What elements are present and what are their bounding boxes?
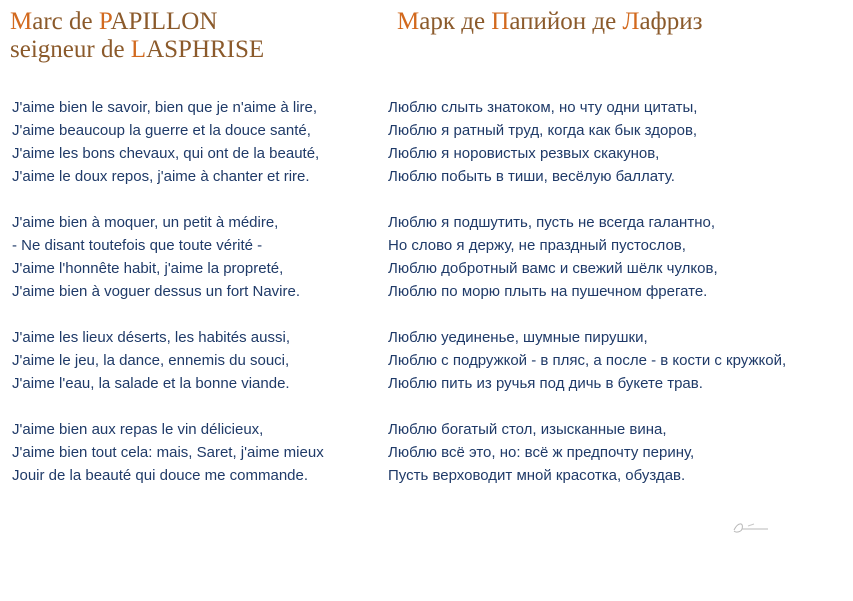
- stanza: [12, 211, 324, 303]
- poem-line: Jouir de la beauté qui douce me commande.: [12, 467, 309, 484]
- poem-line: J'aime l'eau, la salade et la bonne viande.: [12, 375, 290, 392]
- title-initial-letter: Л: [622, 8, 640, 35]
- title-initial-letter: L: [130, 36, 147, 63]
- stanza: [388, 418, 786, 487]
- title-text: seigneur de: [10, 36, 131, 63]
- title-initial-letter: P: [98, 8, 111, 35]
- stanza: [12, 96, 324, 188]
- title-french-line2: [10, 36, 264, 64]
- poem-line: Люблю я подшутить, пусть не всегда галантно,: [388, 214, 715, 231]
- poem-line: Люблю с подружкой - в пляс, а после - в кости с кружкой,: [388, 352, 787, 369]
- poem-line: Но слово я держу, не праздный пустослов,: [388, 237, 686, 254]
- poem-line: Люблю всё это, но: всё ж предпочту перину,: [388, 444, 695, 461]
- poem-french: [12, 96, 324, 510]
- poem-line: - Ne disant toutefois que toute vérité -: [12, 237, 263, 254]
- poem-line: Люблю добротный вамс и свежий шёлк чулков,: [388, 260, 718, 277]
- poem-line: Люблю побыть в тиши, весёлую баллату.: [388, 168, 675, 185]
- poem-line: Люблю слыть знатоком, но чту одни цитаты,: [388, 99, 698, 116]
- title-text: африз: [639, 8, 703, 35]
- stanza: [12, 326, 324, 395]
- poem-line: Люблю пить из ручья под дичь в букете трав.: [388, 375, 703, 392]
- stanza: [12, 418, 324, 487]
- title-text: arc de: [32, 8, 99, 35]
- title-french-line1: [10, 8, 264, 36]
- poem-russian: [388, 96, 786, 510]
- poem-line: J'aime bien tout cela: mais, Saret, j'aime mieux: [12, 444, 324, 461]
- poem-line: J'aime bien à voguer dessus un fort Navire.: [12, 283, 301, 300]
- poem-line: J'aime beaucoup la guerre et la douce santé,: [12, 122, 311, 139]
- poem-line: J'aime bien à moquer, un petit à médire,: [12, 214, 279, 231]
- title-french: [10, 8, 264, 64]
- title-text: апийон де: [509, 8, 623, 35]
- title-initial-letter: М: [397, 8, 420, 35]
- poem-line: Люблю я норовистых резвых скакунов,: [388, 145, 660, 162]
- title-initial-letter: П: [491, 8, 510, 35]
- poem-line: J'aime l'honnête habit, j'aime la propreté,: [12, 260, 284, 277]
- poem-line: Люблю по морю плыть на пушечном фрегате.: [388, 283, 708, 300]
- title-text: арк де: [419, 8, 492, 35]
- poem-line: J'aime bien le savoir, bien que je n'aime à lire,: [12, 99, 318, 116]
- title-russian-line: [397, 8, 703, 36]
- title-russian: [397, 8, 703, 36]
- title-text: APILLON: [110, 8, 218, 35]
- poem-line: J'aime bien aux repas le vin délicieux,: [12, 421, 264, 438]
- stanza: [388, 96, 786, 188]
- poem-line: Пусть верховодит мной красотка, обуздав.: [388, 467, 686, 484]
- poem-line: J'aime le jeu, la dance, ennemis du souci,: [12, 352, 290, 369]
- poem-line: Люблю уединенье, шумные пирушки,: [388, 329, 648, 346]
- poem-line: Люблю богатый стол, изысканные вина,: [388, 421, 667, 438]
- title-initial-letter: M: [10, 8, 33, 35]
- title-text: ASPHRISE: [146, 36, 265, 63]
- poem-line: J'aime les bons chevaux, qui ont de la beauté,: [12, 145, 320, 162]
- poem-line: J'aime le doux repos, j'aime à chanter et rire.: [12, 168, 310, 185]
- stanza: [388, 211, 786, 303]
- poem-line: Люблю я ратный труд, когда как бык здоров,: [388, 122, 698, 139]
- signature-mark: [728, 518, 772, 538]
- poem-line: J'aime les lieux déserts, les habités aussi,: [12, 329, 290, 346]
- stanza: [388, 326, 786, 395]
